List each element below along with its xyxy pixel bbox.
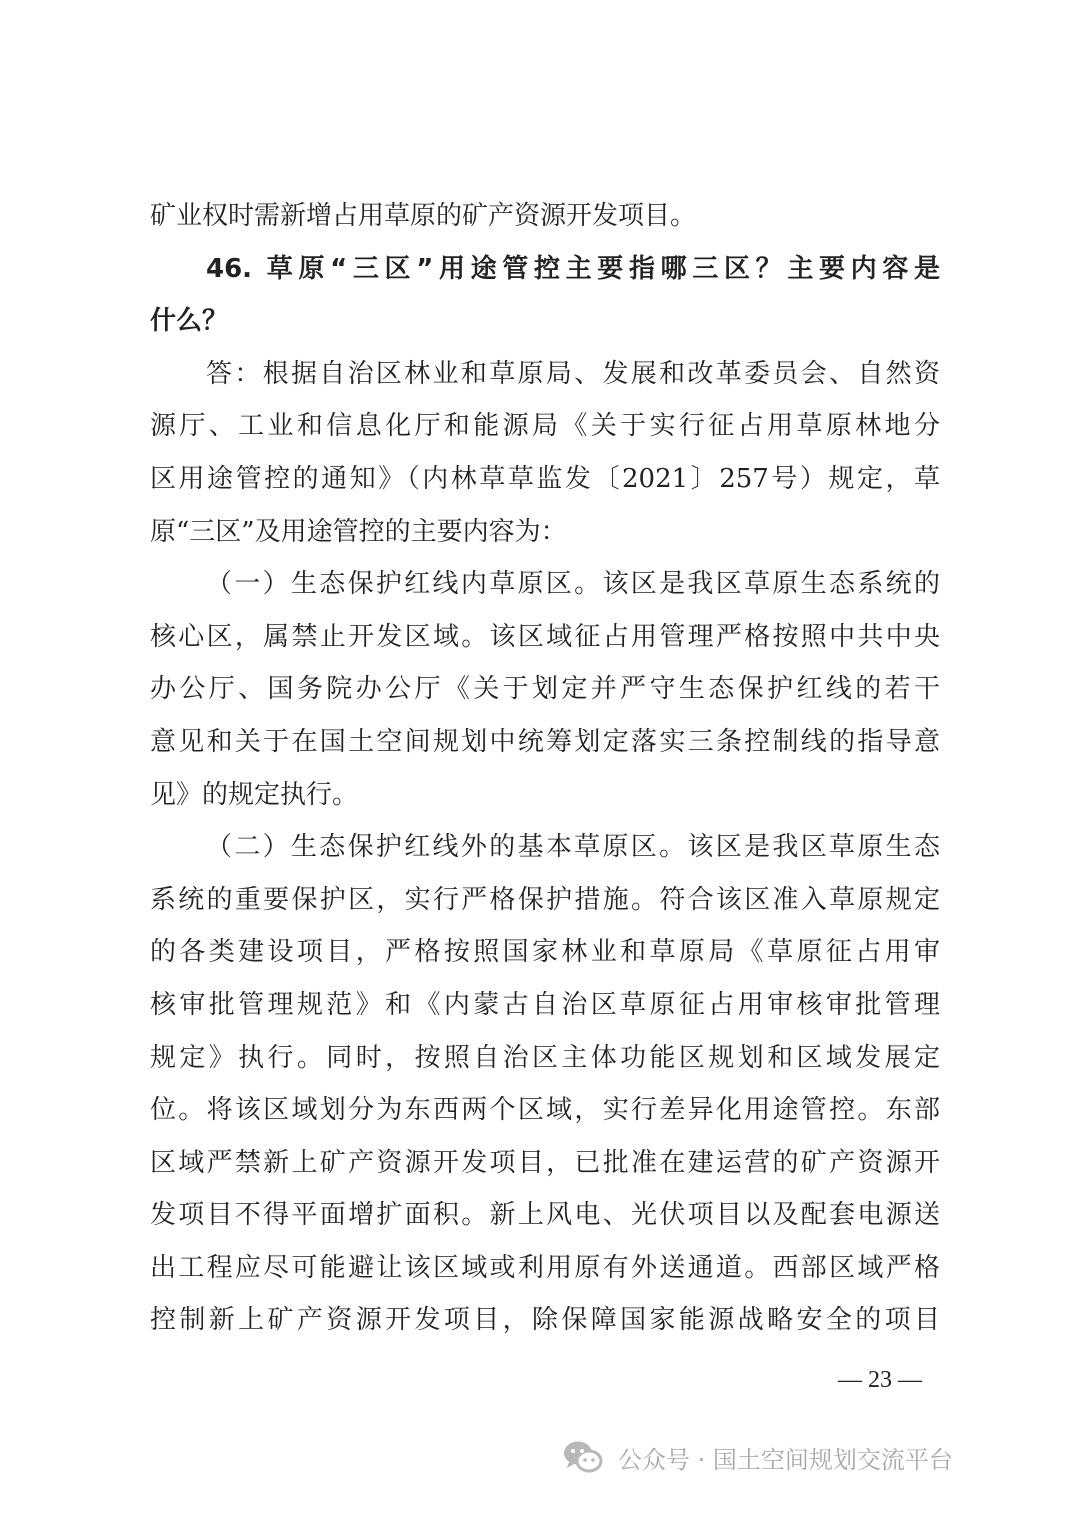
text-line: 核审批管理规范》和《内蒙古自治区草原征占用审核审批管理	[150, 989, 940, 1020]
text-line: 规定》执行。同时，按照自治区主体功能区规划和区域发展定	[150, 1042, 940, 1073]
text-line: 答：根据自治区林业和草原局、发展和改革委员会、自然资	[206, 358, 940, 389]
page-number: — 23 —	[838, 1367, 922, 1393]
text-line: 什么？	[150, 306, 229, 337]
text-line: 区域严禁新上矿产资源开发项目，已批准在建运营的矿产资源开	[150, 1147, 940, 1178]
text-line: 46. 草原“三区”用途管控主要指哪三区？主要内容是	[206, 253, 940, 284]
text-line: 的各类建设项目，严格按照国家林业和草原局《草原征占用审	[150, 937, 940, 968]
text-line: 意见和关于在国土空间规划中统筹划定落实三条控制线的指导意	[150, 726, 940, 757]
text-line: 办公厅、国务院办公厅《关于划定并严守生态保护红线的若干	[150, 674, 940, 705]
text-line: 矿业权时需新增占用草原的矿产资源开发项目。	[150, 201, 697, 231]
text-line: 发项目不得平面增扩面积。新上风电、光伏项目以及配套电源送	[150, 1200, 940, 1231]
text-line: 源厅、工业和信息化厅和能源局《关于实行征占用草原林地分	[150, 411, 940, 442]
text-line: 核心区，属禁止开发区域。该区域征占用管理严格按照中共中央	[150, 621, 940, 652]
watermark	[560, 1432, 953, 1482]
text-line: 控制新上矿产资源开发项目，除保障国家能源战略安全的项目	[150, 1305, 940, 1336]
text-line: （一）生态保护红线内草原区。该区是我区草原生态系统的	[206, 569, 940, 600]
text-line: （二）生态保护红线外的基本草原区。该区是我区草原生态	[206, 832, 940, 863]
text-line: 见》的规定执行。	[150, 779, 359, 810]
text-line: 区用途管控的通知》（内林草草监发〔2021〕257号）规定，草	[150, 463, 940, 494]
text-line: 位。将该区域划分为东西两个区域，实行差异化用途管控。东部	[150, 1095, 940, 1126]
watermark-text: 公众号 · 国土空间规划交流平台	[618, 1445, 953, 1474]
text-line: 出工程应尽可能避让该区域或利用原有外送通道。西部区域严格	[150, 1252, 940, 1283]
text-line: 系统的重要保护区，实行严格保护措施。符合该区准入草原规定	[150, 884, 940, 915]
wechat-icon	[560, 1434, 606, 1480]
document-body	[150, 190, 940, 1347]
text-line: 原“三区”及用途管控的主要内容为：	[150, 516, 567, 547]
